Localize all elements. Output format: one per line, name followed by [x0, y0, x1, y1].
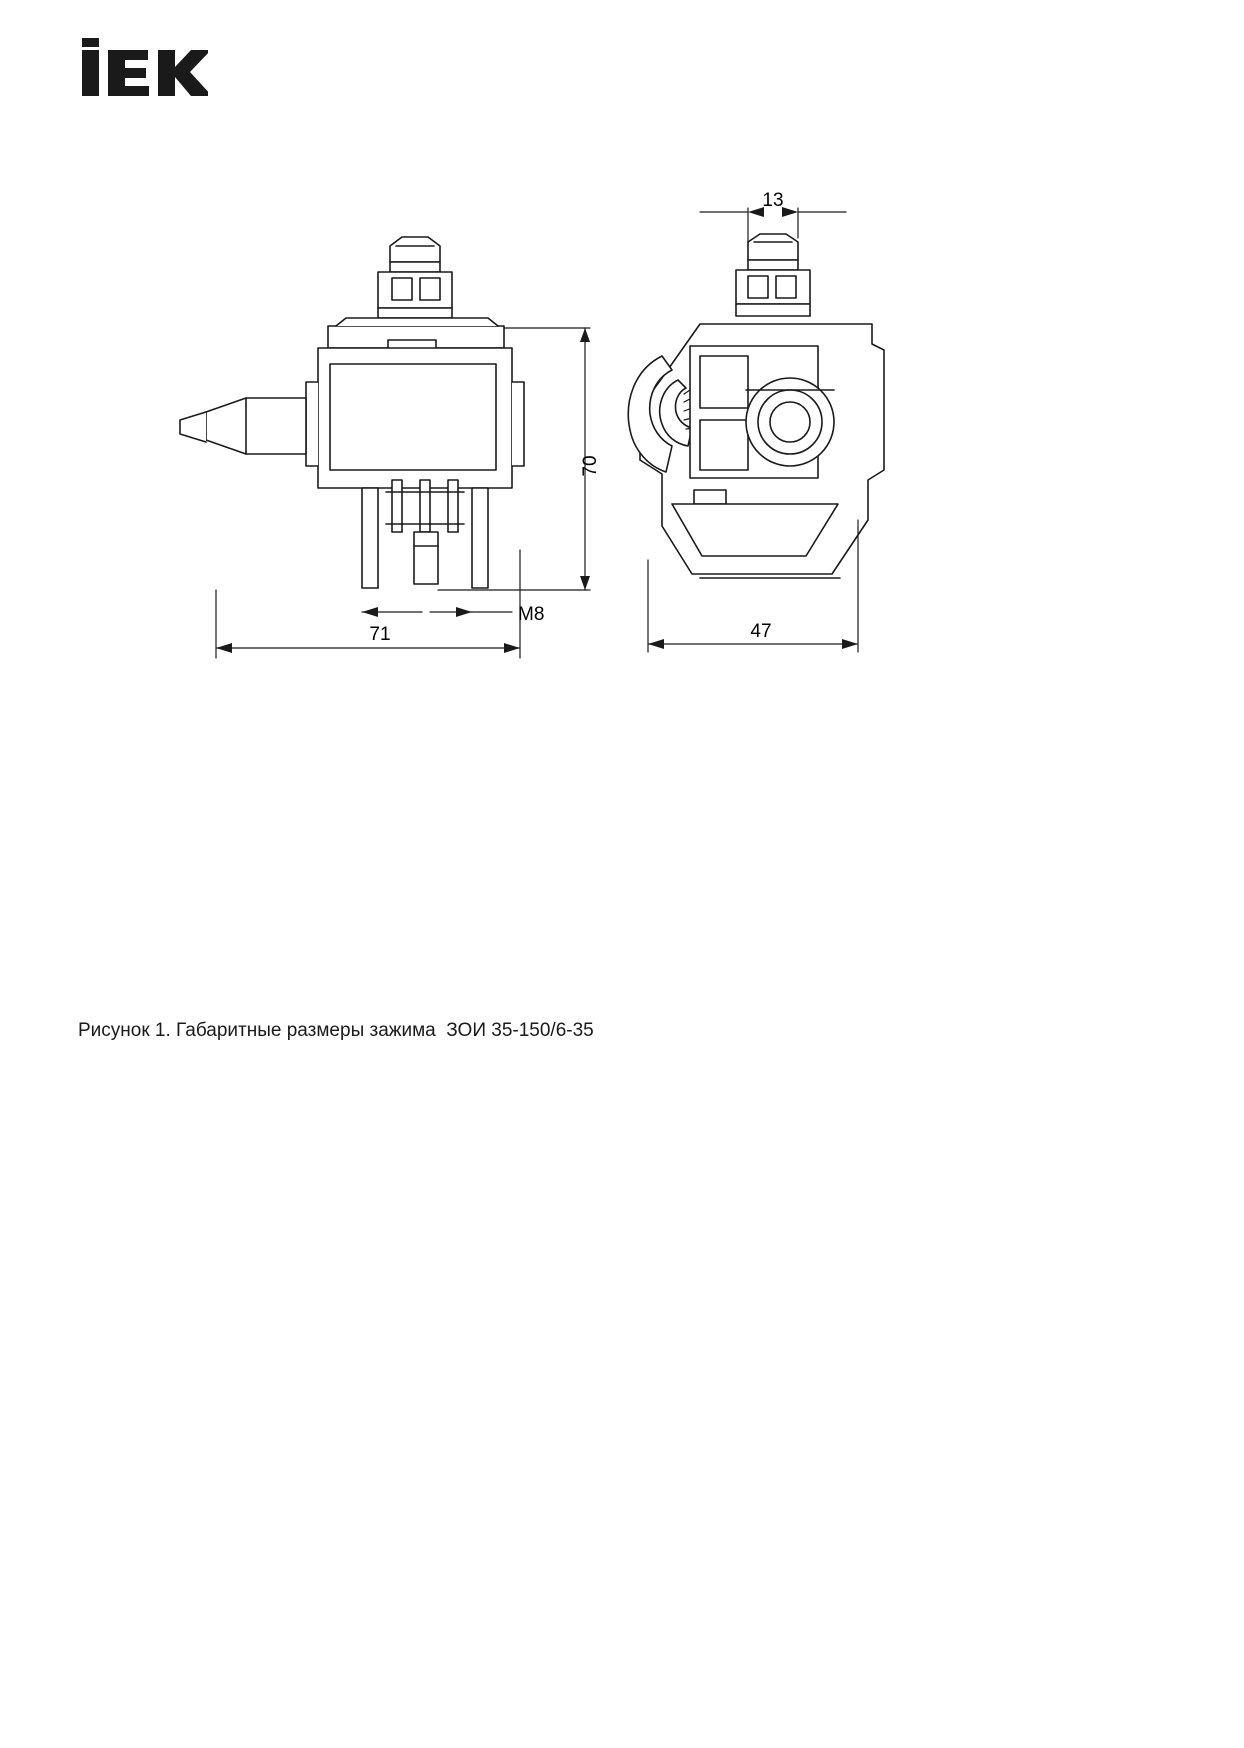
dimension-label-70: 70: [580, 455, 601, 477]
iek-logo: [78, 36, 208, 108]
figure-caption: Рисунок 1. Габаритные размеры зажима ЗОИ 35-150/6-35: [78, 1020, 594, 1041]
dimension-label-13: 13: [762, 190, 784, 211]
side-view-geometry: [180, 237, 524, 588]
dimension-label-47: 47: [750, 621, 772, 642]
technical-drawing: [0, 150, 1244, 710]
iek-logo-icon: [78, 36, 208, 108]
clamp-dimension-drawing: [0, 150, 1244, 710]
dimension-label-m8: M8: [518, 604, 545, 625]
front-view-geometry: [628, 234, 884, 578]
dimension-label-71: 71: [369, 624, 391, 645]
dimension-m8: [362, 607, 512, 617]
